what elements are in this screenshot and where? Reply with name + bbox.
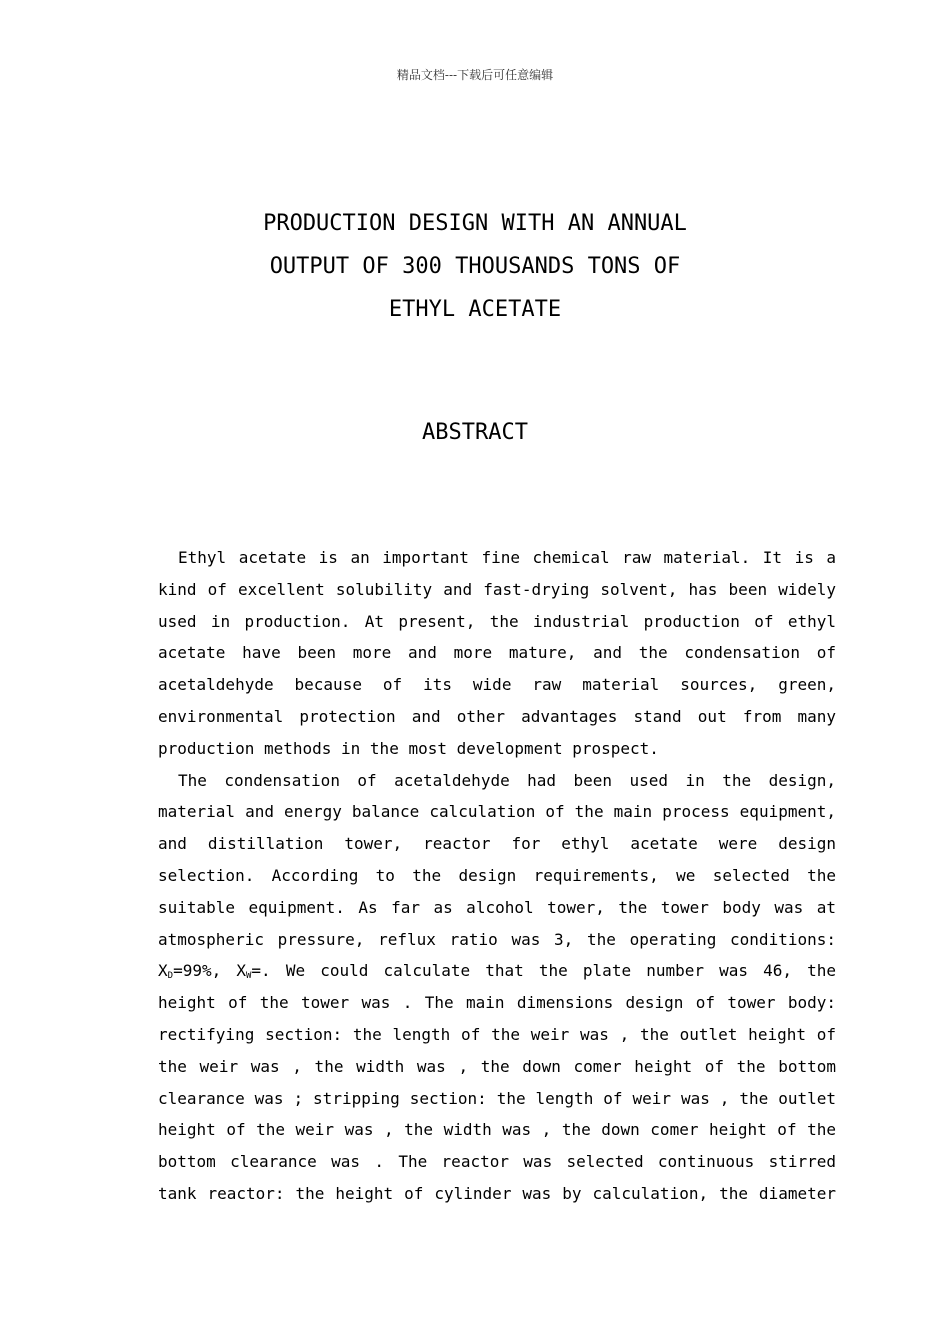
xd-value: =99%, <box>173 961 222 981</box>
abstract-line: height of the weir was , the width was , the down comer height of the <box>158 1120 836 1140</box>
abstract-line: atmospheric pressure, reflux ratio was 3, the operating conditions: <box>158 929 836 949</box>
abstract-line: material and energy balance calculation of the main process equipment, <box>158 802 836 822</box>
abstract-line: used in production. At present, the industrial production of ethyl <box>158 611 836 631</box>
document-title <box>0 202 950 331</box>
title-line-1: PRODUCTION DESIGN WITH AN ANNUAL <box>263 211 687 236</box>
abstract-line: environmental protection and other advantages stand out from many <box>158 706 836 726</box>
abstract-body <box>158 542 836 1210</box>
abstract-line: tank reactor: the height of cylinder was by calculation, the diameter <box>158 1183 836 1203</box>
abstract-formula-line <box>158 955 836 987</box>
abstract-line: bottom clearance was . The reactor was selected continuous stirred <box>158 1152 836 1172</box>
title-line-2: OUTPUT OF 300 THOUSANDS TONS OF <box>269 254 681 279</box>
xw-symbol: X <box>236 961 246 981</box>
abstract-line: rectifying section: the length of the weir was , the outlet height of <box>158 1024 836 1044</box>
abstract-line: Ethyl acetate is an important fine chemical raw material. It is a <box>178 548 836 567</box>
abstract-line: clearance was ; stripping section: the length of weir was , the outlet <box>158 1088 836 1108</box>
xd-symbol: X <box>158 961 168 981</box>
xw-subscript: W <box>246 971 252 982</box>
xw-value: =. <box>251 961 271 981</box>
abstract-line: the weir was , the width was , the down comer height of the bottom <box>158 1056 836 1076</box>
page-header: 精品文档---下载后可任意编辑 <box>396 68 554 82</box>
abstract-line: acetaldehyde because of its wide raw material sources, green, <box>158 675 836 695</box>
abstract-line: height of the tower was . The main dimensions design of tower body: <box>158 993 836 1013</box>
abstract-line: selection. According to the design requirements, we selected the <box>158 865 836 885</box>
abstract-line: kind of excellent solubility and fast-drying solvent, has been widely <box>158 579 836 599</box>
abstract-line: production methods in the most development prospect. <box>158 738 659 758</box>
abstract-line: suitable equipment. As far as alcohol tower, the tower body was at <box>158 897 836 917</box>
abstract-line: The condensation of acetaldehyde had been used in the design, <box>178 770 836 790</box>
abstract-heading: ABSTRACT <box>422 420 528 445</box>
formula-line-rest: We could calculate that the plate number was 46, the <box>285 961 837 981</box>
title-line-3: ETHYL ACETATE <box>388 297 562 322</box>
xd-subscript: D <box>167 971 174 982</box>
abstract-line: acetate have been more and more mature, and the condensation of <box>158 643 836 663</box>
abstract-line: and distillation tower, reactor for ethyl acetate were design <box>158 834 836 854</box>
